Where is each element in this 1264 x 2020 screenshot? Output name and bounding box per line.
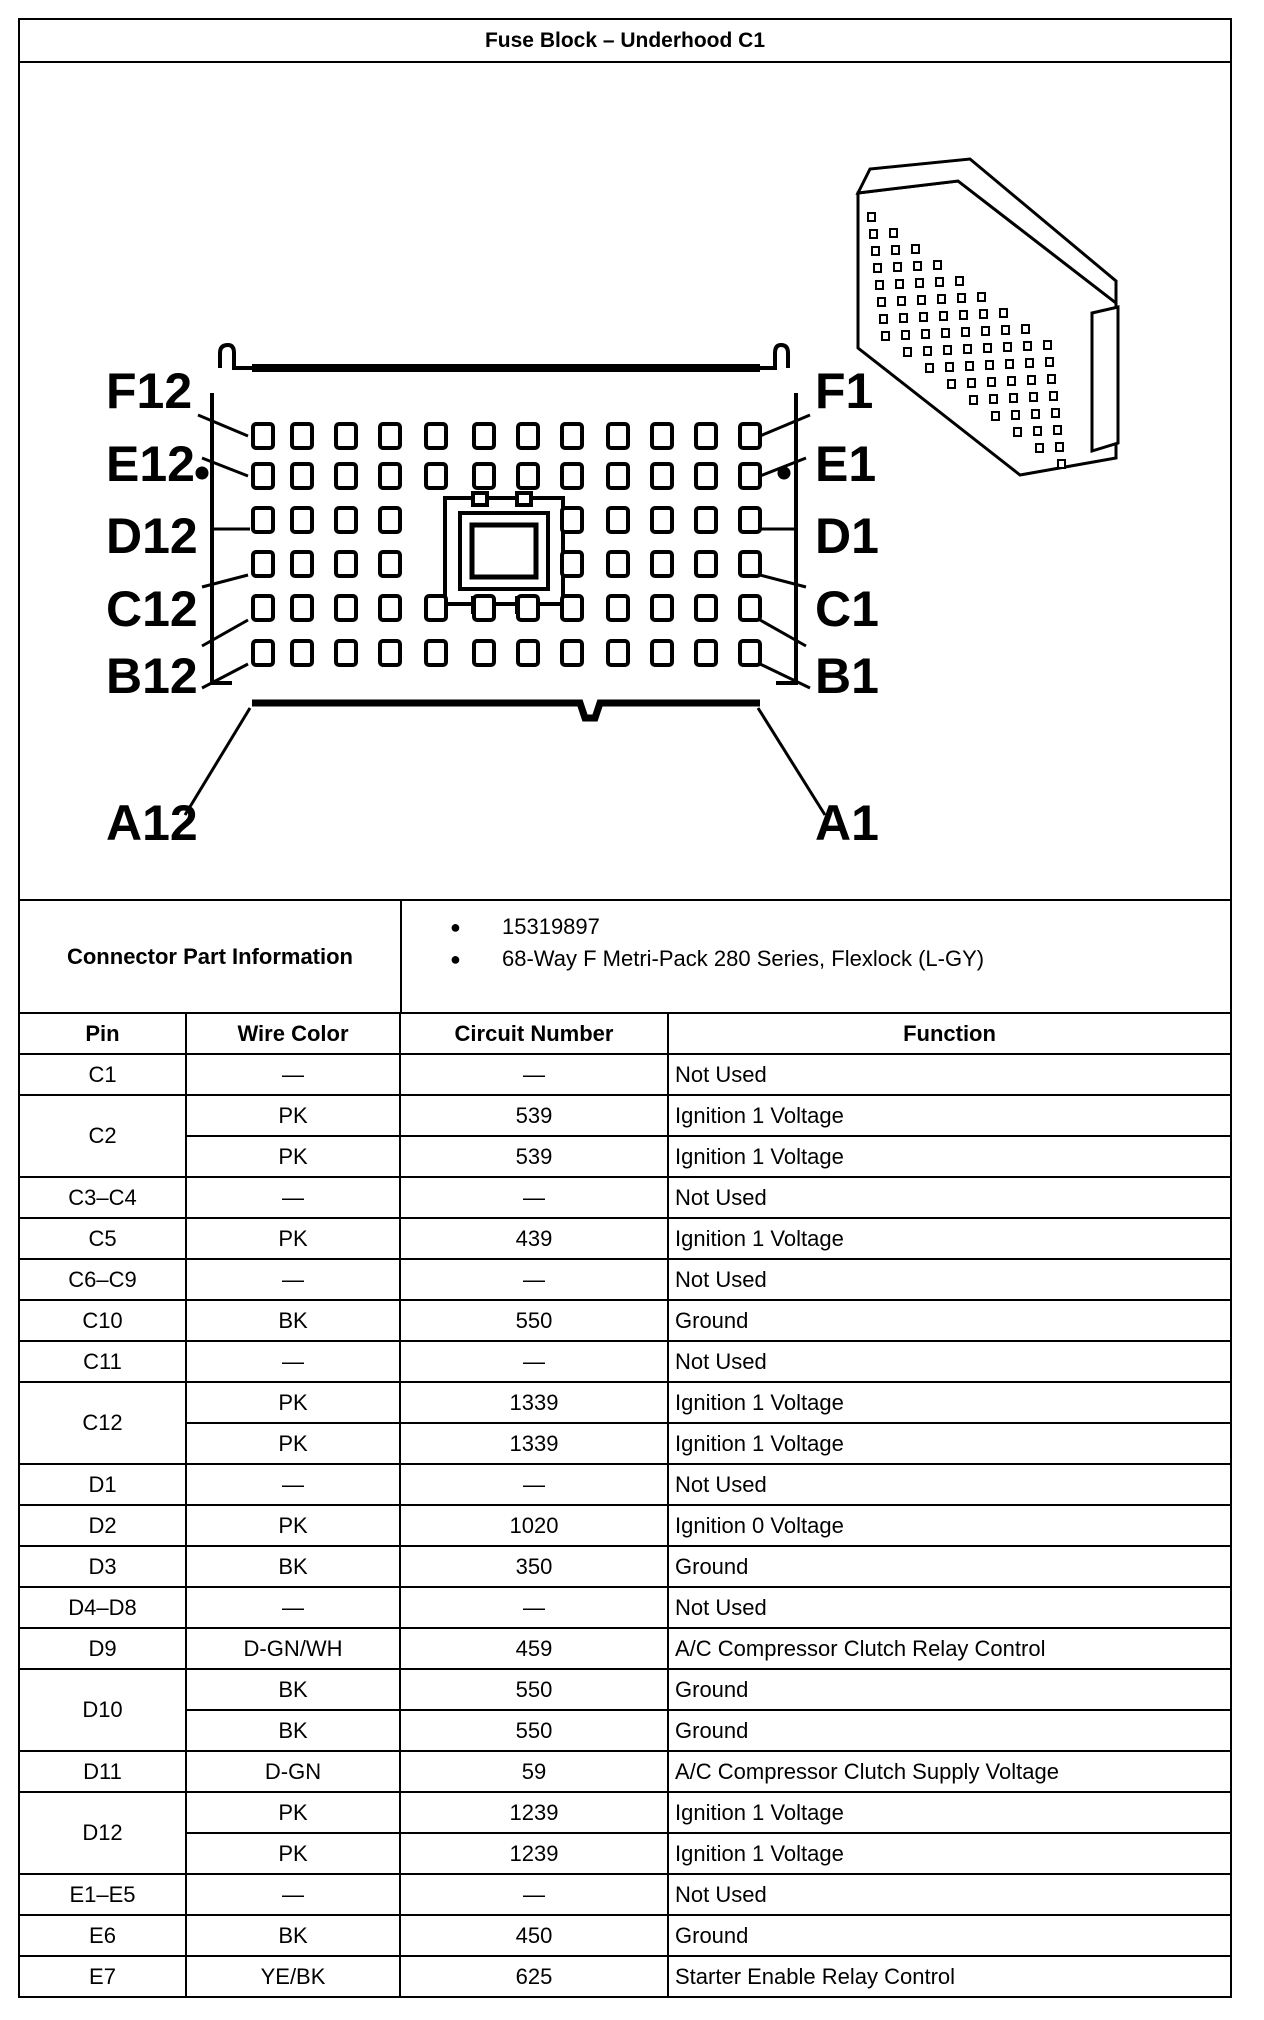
icon-hole [1044,341,1051,349]
table-row [20,1054,1230,1095]
table-row [20,1464,1230,1505]
pin-label-right-0: F1 [815,363,874,419]
icon-hole [1054,426,1061,434]
wire-color-cell: PK [186,1833,400,1874]
function-cell: Not Used [668,1054,1230,1095]
icon-hole [948,380,955,388]
function-cell: Not Used [668,1177,1230,1218]
table-row [20,1915,1230,1956]
pin-label-right-4: B1 [815,648,879,704]
table-row [20,1423,1230,1464]
part-number: 15319897 [502,914,600,939]
function-cell: Not Used [668,1341,1230,1382]
icon-hole [1000,309,1007,317]
bullet-icon: ● [450,916,461,937]
pin-cavity [426,596,446,620]
connector-part-info [20,901,1230,1014]
function-cell: Ignition 1 Voltage [668,1423,1230,1464]
table-row [20,1751,1230,1792]
circuit-number-cell: 459 [400,1628,668,1669]
pin-cavity [696,508,716,532]
pin-cavity [336,464,356,488]
circuit-number-cell: 539 [400,1136,668,1177]
wire-color-cell: BK [186,1669,400,1710]
icon-hole [1058,460,1065,468]
icon-hole [926,364,933,372]
pin-cavity [253,464,273,488]
pin-cavity [253,552,273,576]
header-circuit-number: Circuit Number [400,1014,668,1054]
pin-cavity [474,641,494,665]
pin-cavity [740,424,760,448]
icon-hole [956,277,963,285]
pin-cavity [518,641,538,665]
table-row [20,1587,1230,1628]
icon-hole [964,345,971,353]
pin-cavity [696,464,716,488]
pin-cell: C1 [20,1054,186,1095]
bullet-icon: ● [450,948,461,969]
pin-cavity [426,641,446,665]
pin-cavity [336,641,356,665]
table-row [20,1710,1230,1751]
pin-cavity [696,424,716,448]
wire-color-cell: — [186,1177,400,1218]
pin-cell: C12 [20,1382,186,1464]
icon-hole [904,348,911,356]
pin-cell: C6–C9 [20,1259,186,1300]
wire-color-cell: PK [186,1218,400,1259]
icon-hole [1056,443,1063,451]
table-row [20,1095,1230,1136]
circuit-number-cell: 550 [400,1300,668,1341]
table-row [20,1341,1230,1382]
wire-color-cell: YE/BK [186,1956,400,1997]
function-cell: A/C Compressor Clutch Supply Voltage [668,1751,1230,1792]
circuit-number-cell: — [400,1587,668,1628]
connector-3d-icon [858,159,1118,475]
pin-cavity [336,424,356,448]
pin-label-left-4: B12 [106,648,198,704]
icon-hole [960,311,967,319]
connector-part-info-label: Connector Part Information [20,901,402,1012]
function-cell: Not Used [668,1259,1230,1300]
circuit-number-cell: 450 [400,1915,668,1956]
icon-hole [1026,359,1033,367]
part-info-item [450,943,1230,975]
icon-hole [962,328,969,336]
icon-hole [970,396,977,404]
table-row [20,1136,1230,1177]
pin-cavity [696,552,716,576]
icon-hole [1030,393,1037,401]
pin-cavity [652,424,672,448]
table-row [20,1177,1230,1218]
pin-cavity [696,596,716,620]
function-cell: Ignition 1 Voltage [668,1218,1230,1259]
circuit-number-cell: 550 [400,1669,668,1710]
pin-cavity [518,424,538,448]
circuit-number-cell: 350 [400,1546,668,1587]
function-cell: Not Used [668,1464,1230,1505]
icon-hole [880,315,887,323]
pin-cavity [336,508,356,532]
function-cell: Ground [668,1915,1230,1956]
icon-hole [894,263,901,271]
pin-cavity [426,424,446,448]
pin-cell: E1–E5 [20,1874,186,1915]
table-row [20,1259,1230,1300]
table-row [20,1669,1230,1710]
icon-hole [1010,394,1017,402]
wire-color-cell: PK [186,1505,400,1546]
pin-cavity [380,552,400,576]
icon-hole [1036,444,1043,452]
icon-hole [1052,409,1059,417]
icon-hole [882,332,889,340]
pinout-table [20,1014,1230,1998]
wire-color-cell: — [186,1259,400,1300]
pin-label-right-5: A1 [815,795,879,851]
pin-cell: C5 [20,1218,186,1259]
icon-hole [896,280,903,288]
icon-hole [946,363,953,371]
function-cell: Ignition 1 Voltage [668,1382,1230,1423]
pin-cavity [562,508,582,532]
function-cell: Ignition 1 Voltage [668,1833,1230,1874]
icon-hole [1006,360,1013,368]
connector-sheet [18,18,1232,1998]
pin-cavity [518,596,538,620]
icon-hole [936,278,943,286]
pin-cavity [253,424,273,448]
function-cell: Ground [668,1546,1230,1587]
icon-hole [1048,375,1055,383]
wire-color-cell: PK [186,1382,400,1423]
pin-cavity [652,552,672,576]
wire-color-cell: BK [186,1546,400,1587]
wire-color-cell: — [186,1587,400,1628]
icon-hole [966,362,973,370]
icon-hole [988,378,995,386]
icon-hole [980,310,987,318]
icon-hole [940,312,947,320]
pin-cavity [740,596,760,620]
pin-cell: C11 [20,1341,186,1382]
pinout-table-body [20,1054,1230,1997]
table-row [20,1874,1230,1915]
pin-cavity [740,464,760,488]
icon-hole [898,297,905,305]
pin-cavity [380,464,400,488]
pin-cavity [652,508,672,532]
icon-hole [990,395,997,403]
function-cell: Ignition 1 Voltage [668,1792,1230,1833]
icon-hole [1024,342,1031,350]
function-cell: Ignition 1 Voltage [668,1136,1230,1177]
pin-label-left-5: A12 [106,795,198,851]
table-row [20,1505,1230,1546]
icon-hole [942,329,949,337]
pin-cavity [562,424,582,448]
wire-color-cell: — [186,1341,400,1382]
circuit-number-cell: — [400,1341,668,1382]
table-row [20,1546,1230,1587]
pin-cavity [380,508,400,532]
pin-cavity [336,596,356,620]
pin-cell: E7 [20,1956,186,1997]
pin-cavity [608,464,628,488]
pin-cavity [562,596,582,620]
table-row [20,1382,1230,1423]
wire-color-cell: BK [186,1915,400,1956]
pin-cavity [562,464,582,488]
connector-part-info-list [402,901,1230,1012]
icon-hole [872,247,879,255]
icon-hole [1014,428,1021,436]
pin-cavity [474,424,494,448]
icon-hole [1050,392,1057,400]
pin-cavity [562,552,582,576]
icon-hole [920,313,927,321]
pin-label-left-0: F12 [106,363,193,419]
circuit-number-cell: 1339 [400,1423,668,1464]
circuit-number-cell: 1239 [400,1792,668,1833]
center-module [445,493,563,612]
function-cell: Ground [668,1300,1230,1341]
pin-cavity [336,552,356,576]
wire-color-cell: — [186,1464,400,1505]
leader-lines [185,415,825,815]
pin-cell: D12 [20,1792,186,1874]
pin-cell: E6 [20,1915,186,1956]
icon-hole [1008,377,1015,385]
pin-cavity [253,641,273,665]
pin-cavity [562,641,582,665]
pin-cavity [292,552,312,576]
icon-hole [992,412,999,420]
wire-color-cell: D-GN [186,1751,400,1792]
pin-cavity [380,641,400,665]
pin-label-right-1: E1 [815,436,877,492]
pin-cell: D1 [20,1464,186,1505]
pin-cavity [518,464,538,488]
pin-cavity [292,596,312,620]
circuit-number-cell: 1339 [400,1382,668,1423]
table-row [20,1833,1230,1874]
function-cell: Ignition 1 Voltage [668,1095,1230,1136]
pin-cavity [608,508,628,532]
icon-hole [922,330,929,338]
pin-label-right-2: D1 [815,508,879,564]
icon-hole [1004,343,1011,351]
icon-hole [958,294,965,302]
circuit-number-cell: — [400,1259,668,1300]
pin-cell: C10 [20,1300,186,1341]
pin-cavity [426,464,446,488]
pin-label-left-2: D12 [106,508,198,564]
table-row [20,1300,1230,1341]
pin-cavity [608,641,628,665]
icon-hole [1022,325,1029,333]
wire-color-cell: D-GN/WH [186,1628,400,1669]
pin-cavity [474,464,494,488]
pin-cavity [292,424,312,448]
icon-hole [1032,410,1039,418]
pin-cavity [740,552,760,576]
icon-hole [986,361,993,369]
wire-color-cell: PK [186,1095,400,1136]
wire-color-cell: BK [186,1300,400,1341]
icon-hole [914,262,921,270]
circuit-number-cell: 539 [400,1095,668,1136]
pin-cavity [652,596,672,620]
connector-face-drawing [20,63,1230,899]
pin-label-left-1: E12 [106,436,195,492]
function-cell: A/C Compressor Clutch Relay Control [668,1628,1230,1669]
wire-color-cell: PK [186,1423,400,1464]
pin-cavity [740,508,760,532]
icon-hole [912,245,919,253]
wire-color-cell: PK [186,1792,400,1833]
circuit-number-cell: 439 [400,1218,668,1259]
circuit-number-cell: 59 [400,1751,668,1792]
function-cell: Ground [668,1710,1230,1751]
pin-cavity [740,641,760,665]
pin-cell: D4–D8 [20,1587,186,1628]
icon-hole [902,331,909,339]
icon-hole [1034,427,1041,435]
table-row [20,1628,1230,1669]
circuit-number-cell: 625 [400,1956,668,1997]
circuit-number-cell: 1239 [400,1833,668,1874]
pin-cavity [652,641,672,665]
table-row [20,1956,1230,1997]
circuit-number-cell: — [400,1874,668,1915]
pin-cavity [380,424,400,448]
page-title: Fuse Block – Underhood C1 [20,20,1230,63]
pin-cavity [608,552,628,576]
pin-cavity [696,641,716,665]
connector-diagram [20,63,1230,901]
pin-cell: D9 [20,1628,186,1669]
circuit-number-cell: — [400,1177,668,1218]
table-header-row [20,1014,1230,1054]
table-row [20,1218,1230,1259]
pin-cavity [253,596,273,620]
pin-cell: D3 [20,1546,186,1587]
icon-hole [1028,376,1035,384]
pin-cell: D2 [20,1505,186,1546]
icon-hole [874,264,881,272]
pin-cell: C2 [20,1095,186,1177]
icon-hole [916,279,923,287]
header-pin: Pin [20,1014,186,1054]
icon-hole [968,379,975,387]
icon-hole [876,281,883,289]
pin-cavity [652,464,672,488]
wire-color-cell: — [186,1054,400,1095]
pin-cavity [292,508,312,532]
icon-hole [1012,411,1019,419]
pin-cavity [292,464,312,488]
icon-hole [1002,326,1009,334]
function-cell: Not Used [668,1587,1230,1628]
circuit-number-cell: — [400,1464,668,1505]
pin-cavity [608,596,628,620]
circuit-number-cell: 1020 [400,1505,668,1546]
header-wire-color: Wire Color [186,1014,400,1054]
icon-hole [918,296,925,304]
wire-color-cell: — [186,1874,400,1915]
circuit-number-cell: 550 [400,1710,668,1751]
icon-hole [868,213,875,221]
icon-hole [924,347,931,355]
icon-hole [938,295,945,303]
pin-label-right-3: C1 [815,581,879,637]
function-cell: Ignition 0 Voltage [668,1505,1230,1546]
pin-cell: C3–C4 [20,1177,186,1218]
icon-hole [892,246,899,254]
icon-hole [978,293,985,301]
icon-hole [890,229,897,237]
function-cell: Not Used [668,1874,1230,1915]
pin-label-left-3: C12 [106,581,198,637]
circuit-number-cell: — [400,1054,668,1095]
icon-hole [944,346,951,354]
icon-hole [878,298,885,306]
pin-cavity [608,424,628,448]
icon-hole [934,261,941,269]
pin-cavity [474,596,494,620]
icon-hole [1046,358,1053,366]
wire-color-cell: PK [186,1136,400,1177]
pin-cell: D10 [20,1669,186,1751]
pin-cavity [253,508,273,532]
function-cell: Starter Enable Relay Control [668,1956,1230,1997]
icon-hole [900,314,907,322]
header-function: Function [668,1014,1230,1054]
table-row [20,1792,1230,1833]
pin-cavity [380,596,400,620]
icon-hole [982,327,989,335]
pin-cell: D11 [20,1751,186,1792]
wire-color-cell: BK [186,1710,400,1751]
pin-cavity [292,641,312,665]
part-info-item [450,911,1230,943]
function-cell: Ground [668,1669,1230,1710]
icon-hole [870,230,877,238]
part-description: 68-Way F Metri-Pack 280 Series, Flexlock (L-GY) [502,946,985,971]
icon-hole [984,344,991,352]
